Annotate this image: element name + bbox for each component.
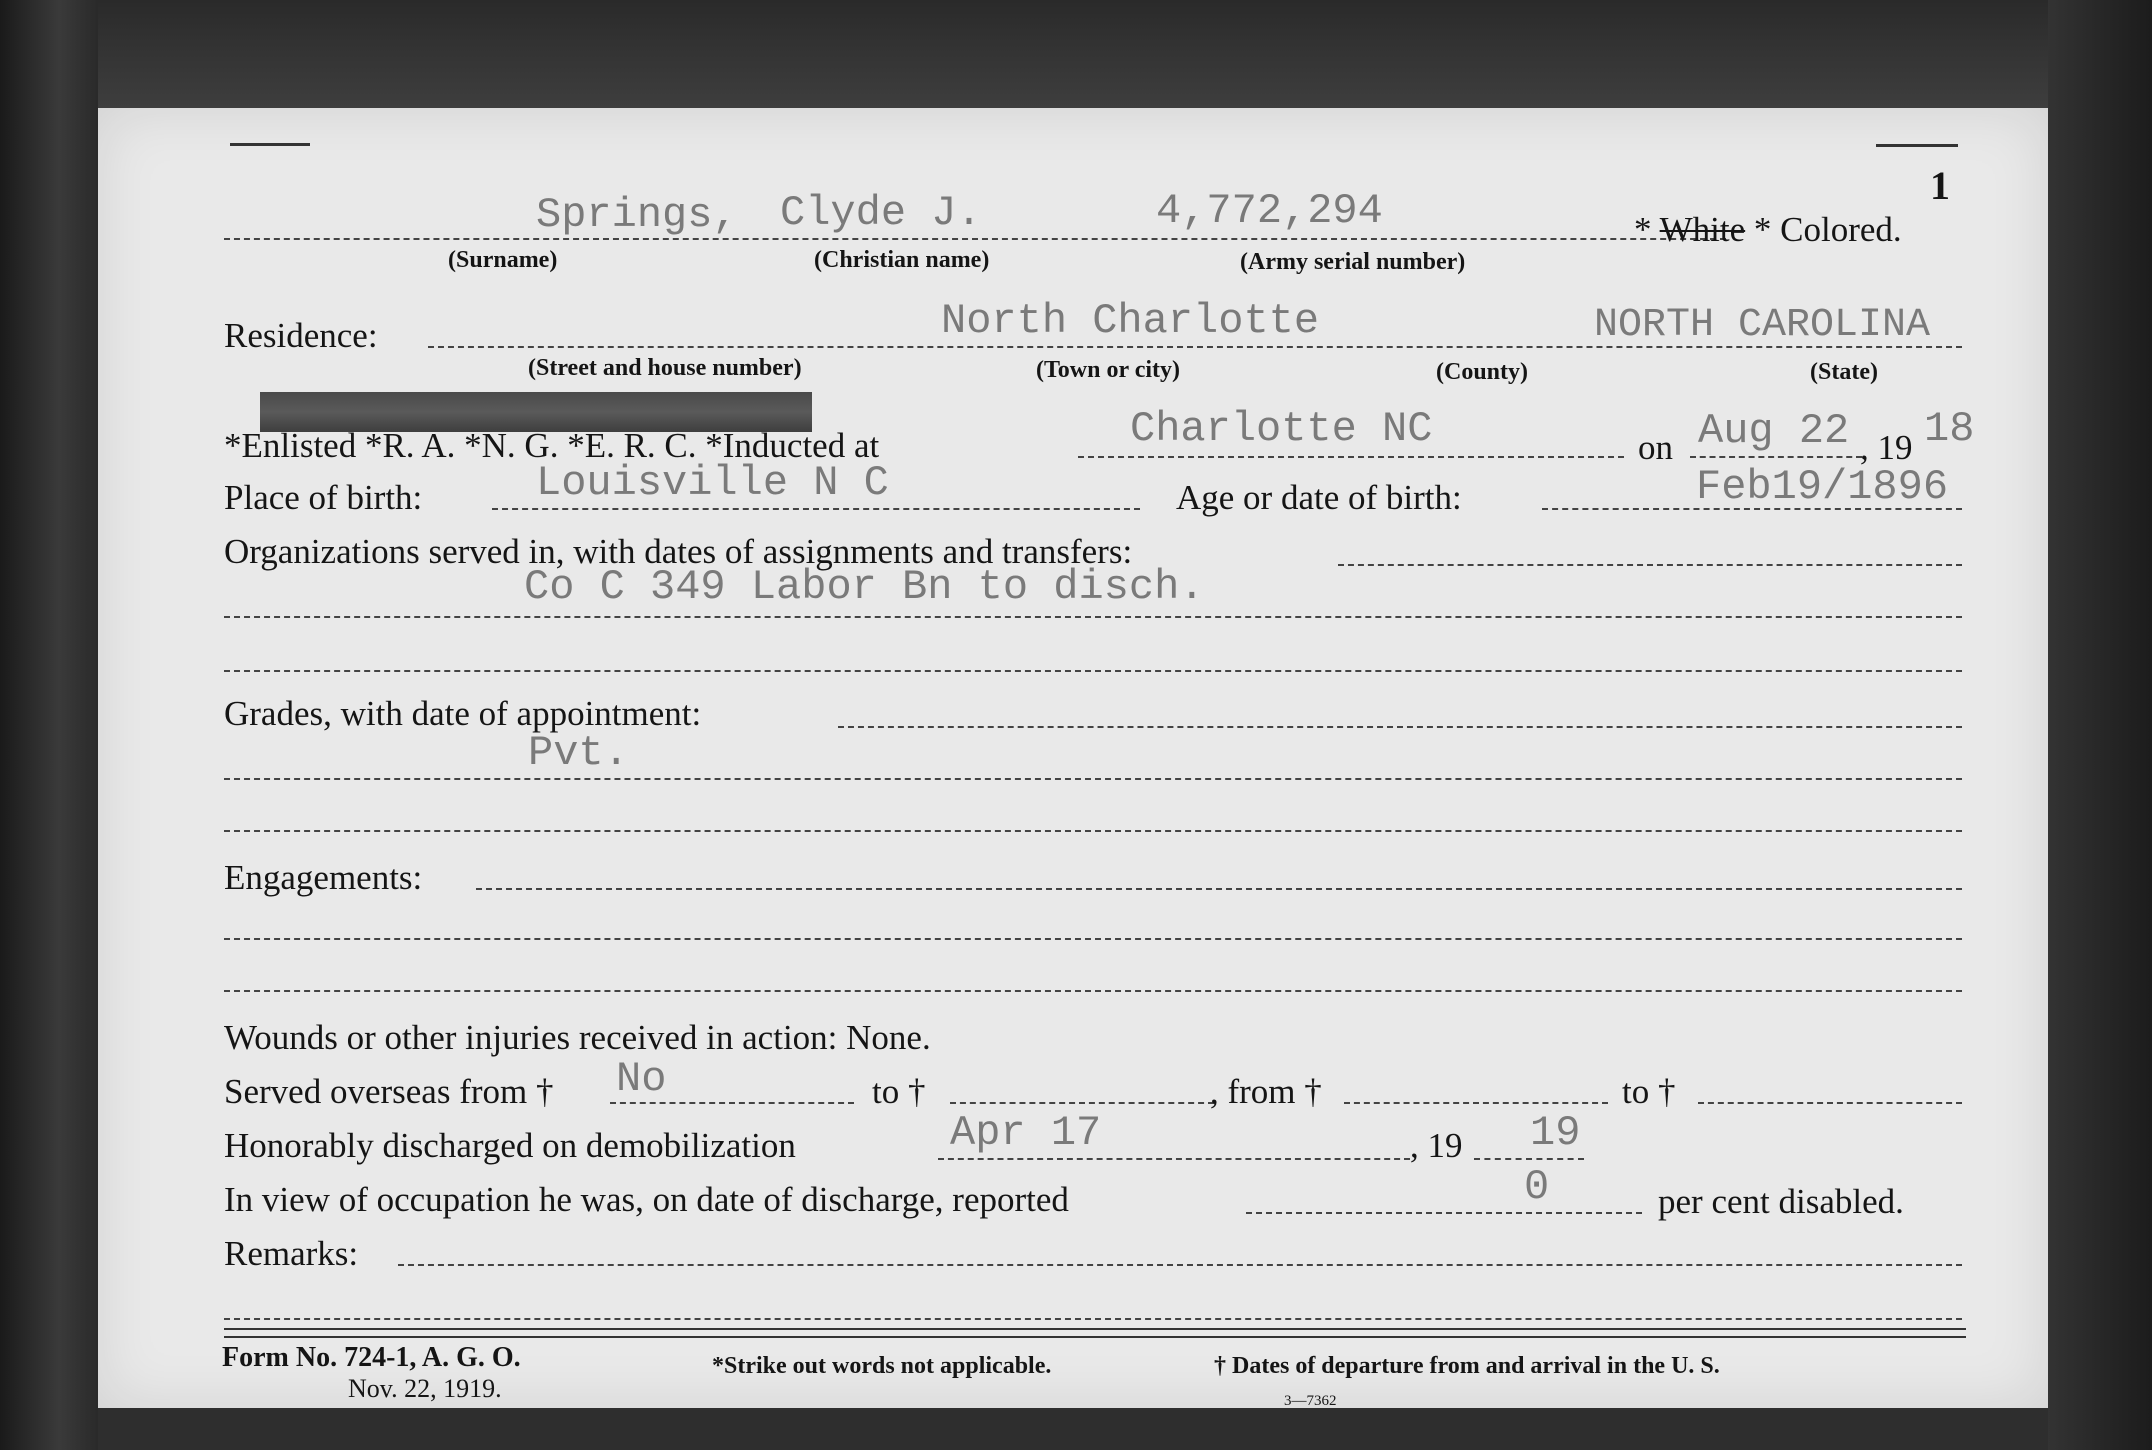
birth-date-dotted-line [1542, 508, 1962, 510]
scanner-frame-left [0, 0, 98, 1450]
disability-suffix: per cent disabled. [1658, 1182, 1904, 1221]
scanner-frame-top [98, 0, 2048, 108]
typed-induction-year: 18 [1924, 405, 1975, 453]
remarks-dotted-line-1 [398, 1264, 1962, 1266]
race-white-struck: White [1659, 210, 1746, 249]
overseas-from2-dotted-line [1344, 1102, 1608, 1104]
label-county: (County) [1436, 359, 1529, 385]
typed-birth-date: Feb19/1896 [1696, 463, 1949, 511]
footer-rule-bottom [224, 1336, 1966, 1338]
engagements-dotted-line-1 [476, 888, 1962, 890]
wounds-label: Wounds or other injuries received in action: None. [224, 1018, 931, 1057]
top-right-rule [1876, 144, 1958, 147]
name-dotted-line [224, 238, 1726, 240]
print-code: 3—7362 [1284, 1393, 1337, 1409]
remarks-dotted-line-2 [224, 1318, 1962, 1320]
overseas-to-dotted-line [950, 1102, 1214, 1104]
organizations-dotted-line-1 [1338, 564, 1962, 566]
grades-dotted-line-2 [224, 778, 1962, 780]
typed-state: NORTH CAROLINA [1594, 303, 1931, 348]
typed-discharge-year: 19 [1530, 1109, 1581, 1157]
typed-birth-place: Louisville N C [536, 459, 889, 507]
engagements-dotted-line-3 [224, 990, 1962, 992]
typed-surname: Springs, [536, 191, 738, 239]
typed-grade: Pvt. [528, 729, 629, 777]
grades-dotted-line-3 [224, 830, 1962, 832]
induction-dotted-line [1078, 456, 1624, 458]
typed-organizations: Co C 349 Labor Bn to disch. [524, 563, 1205, 611]
induction-year-prefix: , 19 [1860, 428, 1913, 467]
birth-date-label: Age or date of birth: [1176, 478, 1462, 517]
typed-town: North Charlotte [941, 297, 1320, 345]
form-number: Form No. 724-1, A. G. O. [222, 1342, 521, 1373]
overseas-to2-dotted-line [1698, 1102, 1962, 1104]
disability-label: In view of occupation he was, on date of discharge, reported [224, 1180, 1069, 1219]
top-left-rule [230, 143, 310, 146]
footer-rule-top [224, 1328, 1966, 1330]
form-date: Nov. 22, 1919. [348, 1374, 502, 1403]
residence-dotted-line [428, 346, 1962, 348]
on-label: on [1638, 428, 1673, 467]
overseas-label: Served overseas from † [224, 1072, 554, 1111]
service-record-card [98, 108, 2048, 1408]
discharge-year-prefix: , 19 [1410, 1126, 1463, 1165]
label-christian-name: (Christian name) [814, 247, 990, 273]
dates-note: † Dates of departure from and arrival in the U. S. [1214, 1353, 1720, 1379]
disability-dotted-line [1246, 1212, 1642, 1214]
organizations-label: Organizations served in, with dates of assignments and transfers: [224, 532, 1133, 571]
grades-label: Grades, with date of appointment: [224, 694, 702, 733]
typed-disability-value: 0 [1524, 1163, 1550, 1211]
card-number: 1 [1930, 163, 1950, 208]
typed-induction-date: Aug 22 [1698, 407, 1850, 455]
scanner-frame-right [2048, 0, 2152, 1450]
typed-discharge-date: Apr 17 [950, 1109, 1102, 1157]
remarks-label: Remarks: [224, 1234, 359, 1273]
typed-serial-number: 4,772,294 [1156, 187, 1383, 235]
label-surname: (Surname) [448, 247, 558, 273]
typed-induction-place: Charlotte NC [1130, 405, 1433, 453]
grades-dotted-line-1 [838, 726, 1962, 728]
organizations-dotted-line-2 [224, 616, 1962, 618]
organizations-dotted-line-3 [224, 670, 1962, 672]
birth-place-label: Place of birth: [224, 478, 423, 517]
engagements-dotted-line-2 [224, 938, 1962, 940]
discharge-year-dotted-line [1474, 1158, 1584, 1160]
typed-christian-name: Clyde J. [780, 189, 982, 237]
birth-place-dotted-line [492, 508, 1140, 510]
overseas-to2-label: to † [1622, 1072, 1676, 1111]
discharge-label: Honorably discharged on demobilization [224, 1126, 796, 1165]
typed-overseas-from: No [616, 1055, 667, 1103]
overseas-from-dotted-line [610, 1102, 854, 1104]
label-state: (State) [1810, 359, 1878, 385]
enlisted-label: *Enlisted *R. A. *N. G. *E. R. C. *Inducted at [224, 426, 880, 465]
race-options: * White * Colored. [1634, 210, 1902, 249]
label-street: (Street and house number) [528, 355, 802, 381]
induction-date-dotted-line [1690, 456, 1862, 458]
label-town: (Town or city) [1036, 357, 1180, 383]
discharge-dotted-line [938, 1158, 1410, 1160]
label-serial-number: (Army serial number) [1240, 249, 1466, 275]
residence-label: Residence: [224, 316, 378, 355]
overseas-from2-label: , from † [1210, 1072, 1322, 1111]
race-colored: Colored. [1780, 210, 1902, 249]
strike-out-note: *Strike out words not applicable. [712, 1353, 1052, 1379]
engagements-label: Engagements: [224, 858, 423, 897]
overseas-to-label: to † [872, 1072, 926, 1111]
